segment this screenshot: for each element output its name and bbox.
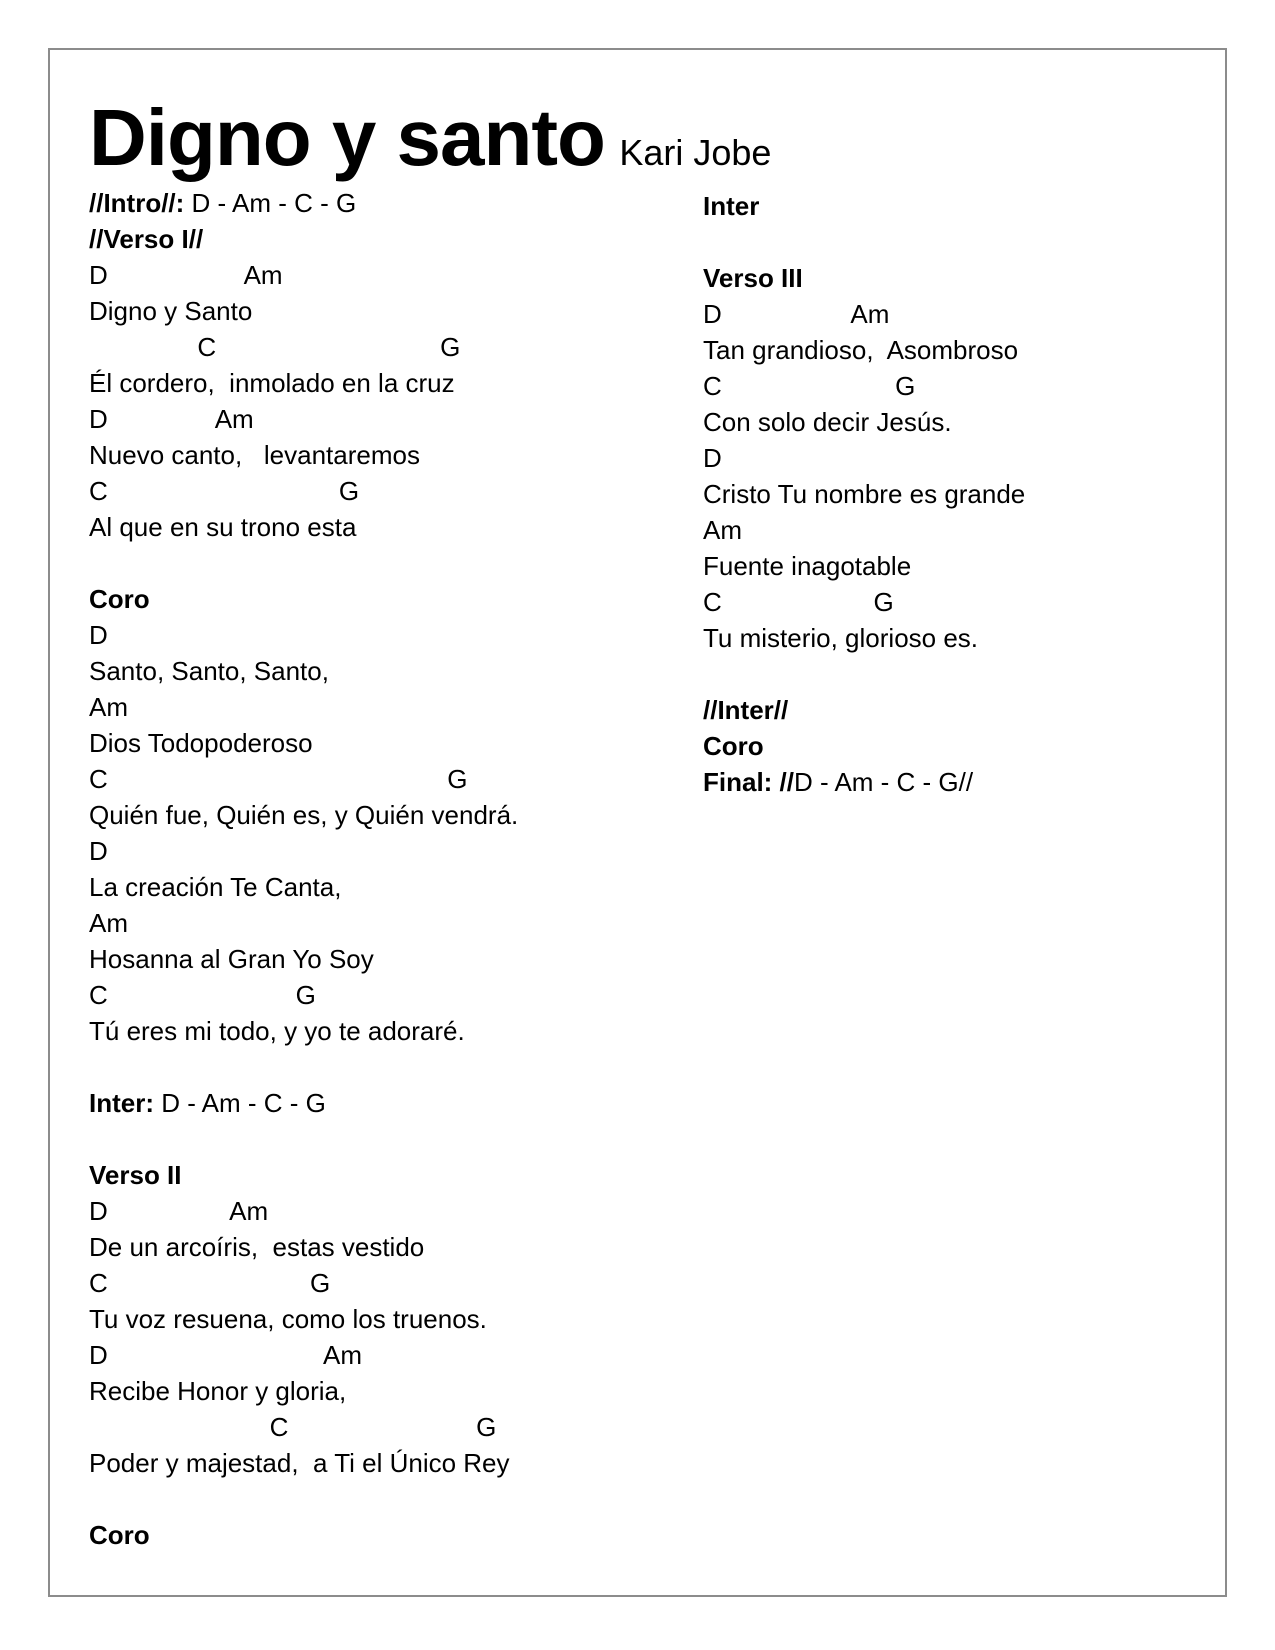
- lyric-line: Recibe Honor y gloria,: [89, 1376, 347, 1406]
- chord-sequence: D - Am - C - G: [184, 188, 357, 218]
- chord-line: C G: [89, 1412, 497, 1442]
- lyric-line: Al que en su trono esta: [89, 512, 357, 542]
- lyric-line: Santo, Santo, Santo,: [89, 656, 329, 686]
- chord-line: D Am: [89, 1340, 363, 1370]
- lyric-line: Cristo Tu nombre es grande: [703, 479, 1026, 509]
- lyric-line: Él cordero, inmolado en la cruz: [89, 368, 455, 398]
- artist-name: Kari Jobe: [619, 132, 772, 173]
- left-column: [89, 185, 649, 1553]
- chord-line: C G: [89, 980, 316, 1010]
- lyric-line: Hosanna al Gran Yo Soy: [89, 944, 374, 974]
- chord-line: C G: [89, 332, 461, 362]
- lyric-line: Con solo decir Jesús.: [703, 407, 952, 437]
- lyric-line: Tan grandioso, Asombroso: [703, 335, 1019, 365]
- chord-line: Am: [89, 908, 128, 938]
- title-row: [89, 92, 771, 184]
- section-line: [89, 1085, 649, 1121]
- section-heading: Inter: [703, 191, 760, 221]
- section-heading: Verso II: [89, 1160, 182, 1190]
- chord-sequence: D - Am - C - G//: [794, 767, 974, 797]
- lyric-line: Fuente inagotable: [703, 551, 912, 581]
- lyric-line: Dios Todopoderoso: [89, 728, 313, 758]
- chord-line: C G: [89, 764, 468, 794]
- lyric-line: Tu voz resuena, como los truenos.: [89, 1304, 487, 1334]
- lyric-line: Quién fue, Quién es, y Quién vendrá.: [89, 800, 519, 830]
- lyric-line: Nuevo canto, levantaremos: [89, 440, 420, 470]
- blank-line: [89, 1121, 649, 1157]
- chord-line: Am: [703, 515, 742, 545]
- section-heading: Coro: [89, 584, 150, 614]
- chord-line: D Am: [89, 260, 283, 290]
- lyric-line: Digno y Santo: [89, 296, 253, 326]
- chord-line: D: [89, 836, 108, 866]
- right-column: [703, 188, 1263, 800]
- section-label: Inter:: [89, 1088, 154, 1118]
- song-title: Digno y santo: [89, 93, 605, 182]
- section-line: [703, 764, 1263, 800]
- section-heading: Coro: [89, 1520, 150, 1550]
- blank-line: [89, 545, 649, 581]
- blank-line: [89, 1049, 649, 1085]
- chord-line: D: [703, 443, 722, 473]
- chord-line: D Am: [89, 404, 254, 434]
- section-heading: //Verso I//: [89, 224, 204, 254]
- section-label: //Intro//:: [89, 188, 185, 218]
- section-heading: Verso III: [703, 263, 803, 293]
- lyric-line: La creación Te Canta,: [89, 872, 342, 902]
- section-line: [89, 185, 649, 221]
- chord-line: C G: [703, 371, 916, 401]
- chord-line: C G: [703, 587, 894, 617]
- chord-sequence: D - Am - C - G: [154, 1088, 326, 1118]
- section-label: Final: //: [703, 767, 794, 797]
- chord-line: D Am: [89, 1196, 269, 1226]
- lyric-line: Tú eres mi todo, y yo te adoraré.: [89, 1016, 465, 1046]
- chord-line: D: [89, 620, 108, 650]
- chord-line: D Am: [703, 299, 890, 329]
- blank-line: [703, 224, 1263, 260]
- lyric-line: Poder y majestad, a Ti el Único Rey: [89, 1448, 510, 1478]
- blank-line: [703, 656, 1263, 692]
- chord-line: C G: [89, 476, 360, 506]
- section-heading: Coro: [703, 731, 764, 761]
- chord-line: Am: [89, 692, 128, 722]
- blank-line: [89, 1481, 649, 1517]
- chord-line: C G: [89, 1268, 331, 1298]
- section-heading: //Inter//: [703, 695, 789, 725]
- lyric-line: De un arcoíris, estas vestido: [89, 1232, 425, 1262]
- lyric-line: Tu misterio, glorioso es.: [703, 623, 979, 653]
